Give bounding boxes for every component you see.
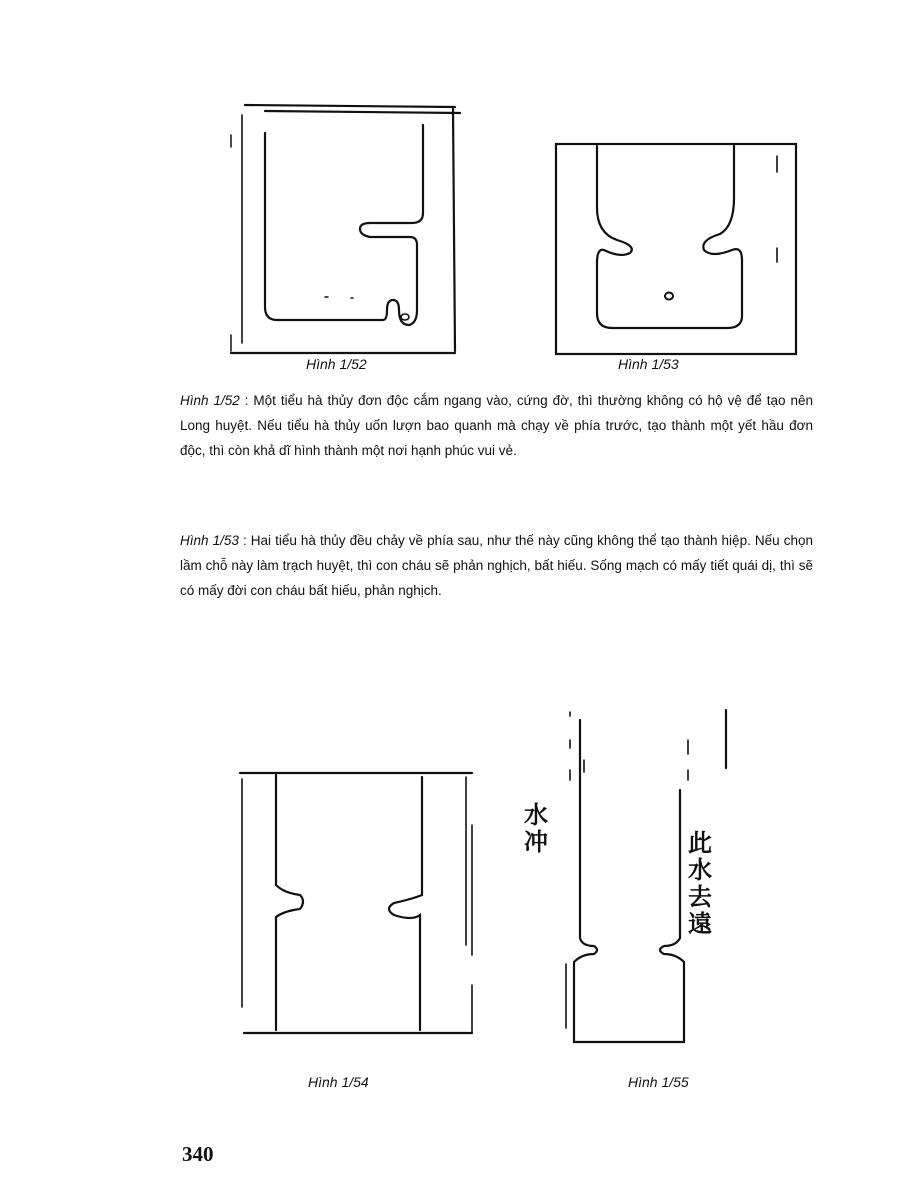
- paragraph-fig52-text: : Một tiểu hà thủy đơn độc cắm ngang vào, cứng đờ, thì thường không có hộ vệ để tạo nên Long huyệt. Nếu tiểu hà thủy uốn lượn bao quanh mà chạy về phía trước, tạo thành một yết hầu đơn độc, thì còn khả dĩ hình thành một nơi hạnh phúc vui vẻ.: [180, 393, 813, 458]
- caption-fig52: Hình 1/52: [306, 356, 367, 372]
- figure-1-55: [556, 700, 746, 1055]
- paragraph-fig53-lead: Hình 1/53: [180, 533, 239, 548]
- figure-1-53: [552, 138, 802, 360]
- page-number: 340: [182, 1142, 214, 1166]
- figure55-label-left: 水冲: [524, 801, 548, 856]
- paragraph-fig53-text: : Hai tiểu hà thủy đều chảy về phía sau, như thế này cũng không thể tạo thành hiệp. Nếu chọn lầm chỗ này làm trạch huyệt, thì con cháu sẽ phản nghịch, bất hiếu. Sống mạch có mấy tiết quái dị, thì sẽ có mấy đời con cháu bất hiếu, phản nghịch.: [180, 533, 814, 598]
- paragraph-fig52: [180, 388, 813, 463]
- caption-fig54: Hình 1/54: [308, 1074, 369, 1090]
- figure-1-52: [215, 95, 465, 360]
- figure-1-53-diagram: [552, 138, 802, 360]
- figure-1-52-diagram: [215, 95, 465, 360]
- paragraph-fig53: [180, 528, 813, 603]
- caption-fig55: Hình 1/55: [628, 1074, 689, 1090]
- caption-fig53: Hình 1/53: [618, 356, 679, 372]
- figure-1-54-diagram: [234, 765, 484, 1055]
- figure-1-54: [234, 765, 484, 1055]
- figure-1-55-diagram: [556, 700, 746, 1055]
- paragraph-fig52-lead: Hình 1/52: [180, 393, 240, 408]
- figure55-label-right: 此水去遠: [688, 829, 712, 938]
